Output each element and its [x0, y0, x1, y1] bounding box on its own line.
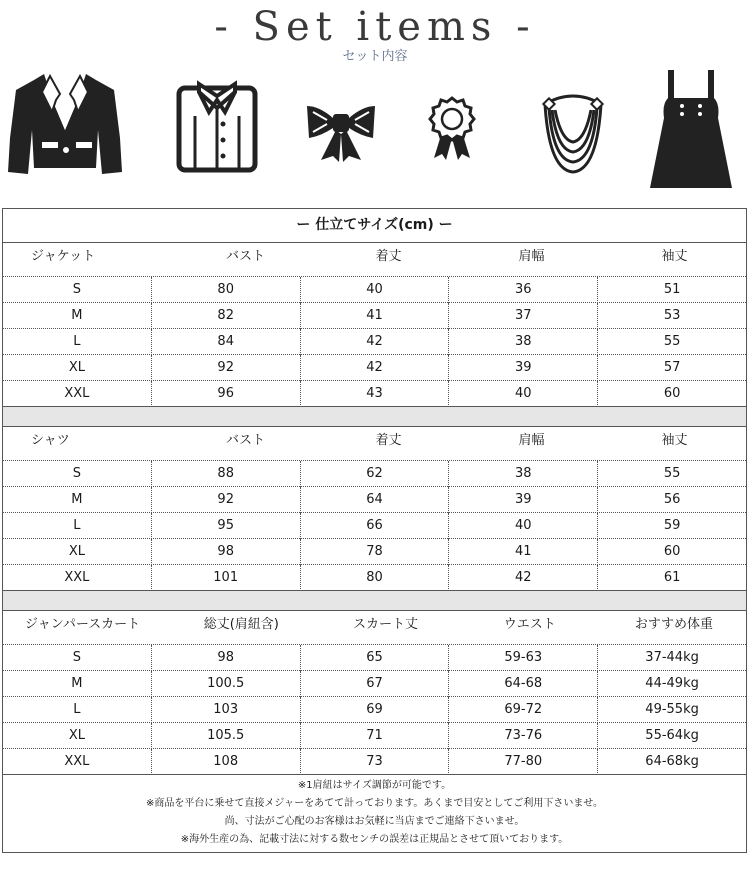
- table-cell: 38: [448, 329, 597, 355]
- table-cell: 64-68: [448, 671, 597, 697]
- table-cell: 42: [300, 355, 449, 381]
- table-cell: XL: [68, 728, 85, 743]
- table-cell: 73: [300, 749, 449, 775]
- table-cell: 44-49kg: [597, 671, 746, 697]
- jacket-header-item: ジャケット: [31, 249, 96, 264]
- section-divider: [3, 590, 746, 611]
- table-cell: 41: [448, 539, 597, 565]
- table-row: [3, 696, 746, 723]
- table-cell: 73-76: [448, 723, 597, 749]
- table-cell: 62: [300, 461, 449, 487]
- shirt-header-shoulder: 肩幅: [518, 433, 545, 448]
- table-cell: XL: [68, 544, 85, 559]
- table-cell: M: [71, 676, 83, 691]
- table-cell: 42: [300, 329, 449, 355]
- table-cell: L: [73, 334, 81, 349]
- table-cell: 92: [151, 355, 300, 381]
- table-cell: 65: [300, 645, 449, 671]
- table-row: [3, 460, 746, 487]
- table-row: [3, 722, 746, 749]
- table-cell: 41: [300, 303, 449, 329]
- table-row: [3, 328, 746, 355]
- shirt-header-row: [3, 426, 746, 453]
- skirt-header-item: ジャンパースカート: [25, 617, 141, 632]
- table-row: [3, 302, 746, 329]
- table-row: [3, 380, 746, 407]
- table-cell: 37-44kg: [597, 645, 746, 671]
- necklace-icon: [537, 78, 609, 178]
- table-cell: 51: [597, 277, 746, 303]
- table-cell: 101: [151, 565, 300, 591]
- table-row: [3, 644, 746, 671]
- table-cell: 77-80: [448, 749, 597, 775]
- table-cell: 53: [597, 303, 746, 329]
- shirt-header-sleeve: 袖丈: [661, 433, 688, 448]
- jacket-header-shoulder: 肩幅: [518, 249, 545, 264]
- table-cell: 55-64kg: [597, 723, 746, 749]
- table-cell: 103: [151, 697, 300, 723]
- table-cell: XXL: [64, 386, 90, 401]
- table-cell: 43: [300, 381, 449, 407]
- table-cell: M: [71, 308, 83, 323]
- page-subtitle: セット内容: [342, 49, 408, 64]
- section-divider: [3, 406, 746, 427]
- table-cell: 84: [151, 329, 300, 355]
- table-row: [3, 276, 746, 303]
- note-line: ※海外生産の為、記載寸法に対する数センチの誤差は正規品とさせて頂いております。: [180, 834, 569, 845]
- table-cell: 80: [151, 277, 300, 303]
- table-cell: XXL: [64, 754, 90, 769]
- table-cell: 64: [300, 487, 449, 513]
- jacket-header-length: 着丈: [375, 249, 402, 264]
- table-row: [3, 538, 746, 565]
- table-cell: 40: [448, 381, 597, 407]
- table-cell: M: [71, 492, 83, 507]
- table-cell: 95: [151, 513, 300, 539]
- table-cell: 66: [300, 513, 449, 539]
- skirt-header-weight: おすすめ体重: [634, 617, 713, 632]
- table-cell: XXL: [64, 570, 90, 585]
- table-cell: L: [73, 702, 81, 717]
- table-cell: 82: [151, 303, 300, 329]
- table-cell: 98: [151, 539, 300, 565]
- table-cell: 105.5: [151, 723, 300, 749]
- shirt-header-length: 着丈: [375, 433, 402, 448]
- table-cell: 69: [300, 697, 449, 723]
- set-items-icons: [0, 66, 750, 194]
- table-row: [3, 512, 746, 539]
- table-cell: 67: [300, 671, 449, 697]
- table-row: [3, 354, 746, 381]
- note-line: ※1肩紐はサイズ調節が可能です。: [297, 780, 452, 791]
- jacket-header-bust: バスト: [225, 249, 265, 264]
- table-cell: S: [72, 466, 82, 481]
- table-cell: S: [72, 650, 82, 665]
- table-row: [3, 486, 746, 513]
- table-row: [3, 670, 746, 697]
- table-cell: 38: [448, 461, 597, 487]
- skirt-header-row: [3, 610, 746, 637]
- table-cell: 64-68kg: [597, 749, 746, 775]
- table-cell: 40: [448, 513, 597, 539]
- size-chart-heading: ー 仕立てサイズ(cm) ー: [296, 217, 453, 233]
- table-cell: 59: [597, 513, 746, 539]
- table-cell: 55: [597, 329, 746, 355]
- jumper-skirt-icon: [646, 68, 736, 192]
- table-cell: 59-63: [448, 645, 597, 671]
- table-cell: 37: [448, 303, 597, 329]
- table-cell: 80: [300, 565, 449, 591]
- page-title: - Set items -: [214, 4, 536, 50]
- shirt-icon: [175, 78, 259, 174]
- table-cell: 56: [597, 487, 746, 513]
- size-chart: [2, 208, 747, 853]
- table-cell: 49-55kg: [597, 697, 746, 723]
- table-cell: 78: [300, 539, 449, 565]
- table-cell: 69-72: [448, 697, 597, 723]
- rosette-icon: [428, 96, 476, 162]
- skirt-header-waist: ウエスト: [503, 617, 556, 632]
- table-cell: 42: [448, 565, 597, 591]
- table-cell: 60: [597, 381, 746, 407]
- table-cell: 98: [151, 645, 300, 671]
- skirt-header-total-length: 総丈(肩紐含): [203, 617, 279, 632]
- table-cell: 36: [448, 277, 597, 303]
- size-notes: [3, 774, 746, 855]
- table-cell: 92: [151, 487, 300, 513]
- table-cell: 88: [151, 461, 300, 487]
- shirt-header-bust: バスト: [225, 433, 265, 448]
- note-line: ※商品を平台に乗せて直接メジャーをあてて計っております。あくまで目安としてご利用下さいませ。: [145, 798, 604, 809]
- bow-tie-icon: [303, 102, 379, 164]
- table-row: [3, 748, 746, 775]
- table-cell: S: [72, 282, 82, 297]
- table-cell: 108: [151, 749, 300, 775]
- skirt-header-skirt-length: スカート丈: [353, 617, 419, 632]
- table-cell: 39: [448, 355, 597, 381]
- table-cell: XL: [68, 360, 85, 375]
- jacket-header-sleeve: 袖丈: [661, 249, 688, 264]
- jacket-icon: [6, 68, 124, 178]
- table-cell: 40: [300, 277, 449, 303]
- table-cell: 57: [597, 355, 746, 381]
- table-cell: 96: [151, 381, 300, 407]
- table-cell: 100.5: [151, 671, 300, 697]
- shirt-header-item: シャツ: [31, 433, 70, 448]
- table-cell: 60: [597, 539, 746, 565]
- table-cell: 55: [597, 461, 746, 487]
- note-line: 尚、寸法がご心配のお客様はお気軽に当店までご連絡下さいませ。: [224, 816, 525, 827]
- jacket-header-row: [3, 242, 746, 269]
- table-cell: 71: [300, 723, 449, 749]
- table-cell: 61: [597, 565, 746, 591]
- table-cell: L: [73, 518, 81, 533]
- table-row: [3, 564, 746, 591]
- table-cell: 39: [448, 487, 597, 513]
